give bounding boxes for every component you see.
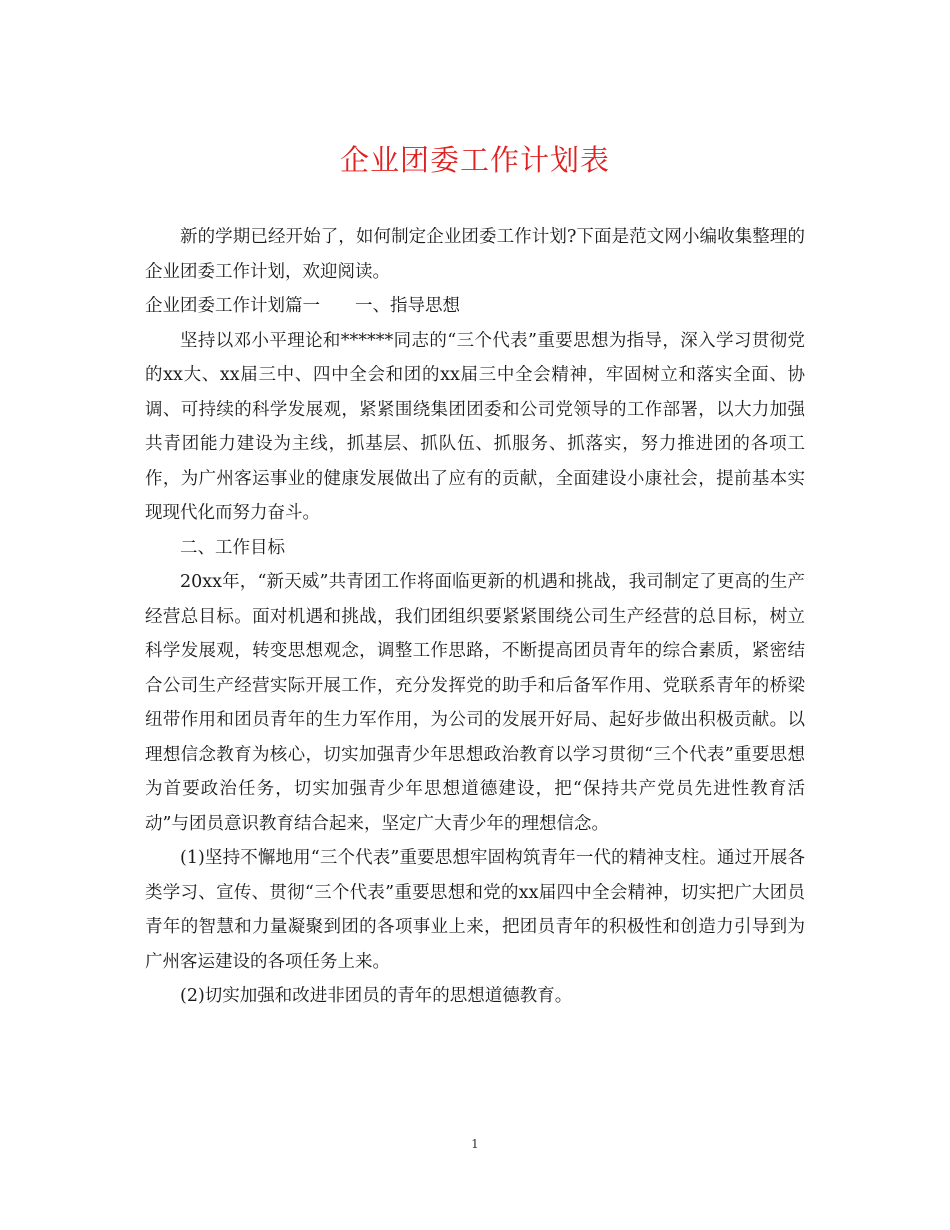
- paragraph-work-goals: 20xx年，“新天威”共青团工作将面临更新的机遇和挑战，我司制定了更高的生产经营总目标。面对机遇和挑战，我们团组织要紧紧围绕公司生产经营的总目标，树立科学发展观，转变思想观念，调整工作思路，不断提高团员青年的综合素质，紧密结合公司生产经营实际开展工作，充分发挥党的助手和后备军作用、党联系青年的桥梁纽带作用和团员青年的生力军作用，为公司的发展开好局、起好步做出积极贡献。以理想信念教育为核心，切实加强青少年思想政治教育以学习贯彻“三个代表”重要思想为首要政治任务，切实加强青少年思想道德建设，把“保持共产党员先进性教育活动”与团员意识教育结合起来，坚定广大青少年的理想信念。: [145, 572, 805, 834]
- document-body: [145, 220, 805, 1014]
- paragraph-item-2: (2)切实加强和改进非团员的青年的思想道德教育。: [180, 986, 573, 1006]
- page-number: 1: [471, 1137, 479, 1151]
- paragraph-item-1: (1)坚持不懈地用“三个代表”重要思想牢固构筑青年一代的精神支柱。通过开展各类学习、宣传、贯彻“三个代表”重要思想和党的xx届四中全会精神，切实把广大团员青年的智慧和力量凝聚到团的各项事业上来，把团员青年的积极性和创造力引导到为广州客运建设的各项任务上来。: [145, 848, 805, 972]
- paragraph-intro: 新的学期已经开始了，如何制定企业团委工作计划?下面是范文网小编收集整理的企业团委工作计划，欢迎阅读。: [145, 227, 805, 282]
- paragraph-guiding-thought: 坚持以邓小平理论和******同志的“三个代表”重要思想为指导，深入学习贯彻党的xx大、xx届三中、四中全会和团的xx届三中全会精神，牢固树立和落实全面、协调、可持续的科学发展观，紧紧围绕集团团委和公司党领导的工作部署，以大力加强共青团能力建设为主线，抓基层、抓队伍、抓服务、抓落实，努力推进团的各项工作，为广州客运事业的健康发展做出了应有的贡献，全面建设小康社会，提前基本实现现代化而努力奋斗。: [145, 330, 805, 523]
- section-heading-work-goals: 二、工作目标: [180, 537, 285, 558]
- document-title: 企业团委工作计划表: [339, 143, 610, 177]
- section-heading-guiding-thought: 企业团委工作计划篇一 一、指导思想: [145, 296, 460, 316]
